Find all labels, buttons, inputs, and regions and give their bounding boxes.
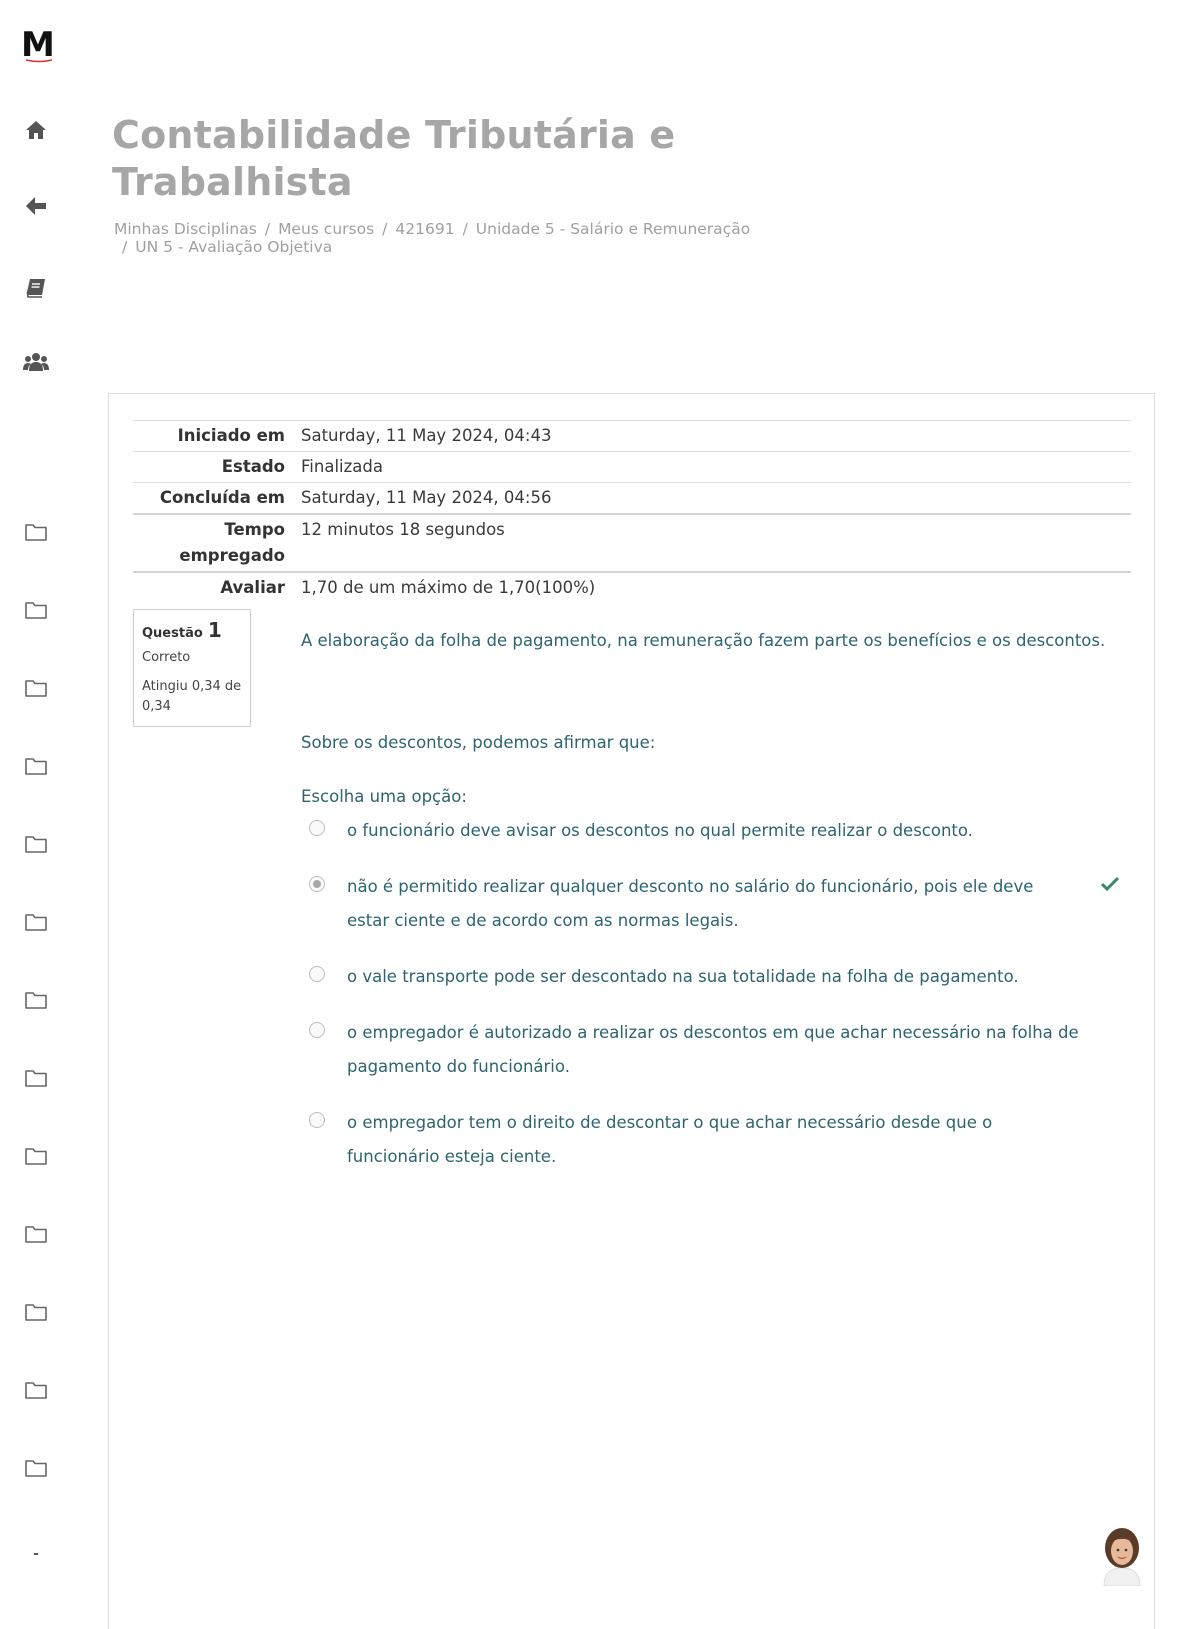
breadcrumb-item-unidade[interactable]: Unidade 5 - Salário e Remuneração [475,220,751,238]
answer-option[interactable] [309,1106,1119,1174]
folder-icon[interactable] [22,518,50,546]
arrow-left-icon[interactable] [22,192,50,220]
page-title: Contabilidade Tributária e Trabalhista [112,113,676,204]
answer-radio-selected[interactable] [309,876,325,892]
folder-icon[interactable] [22,830,50,858]
breadcrumb-item-course-id[interactable]: 421691 [395,220,455,238]
question-subtext: Sobre os descontos, podemos afirmar que: [301,733,656,752]
folder-icon[interactable] [22,1376,50,1404]
correct-check-icon [1101,876,1119,895]
folder-icon[interactable] [22,1298,50,1326]
summary-value: Finalizada [301,457,383,476]
breadcrumb-item-avaliacao[interactable]: UN 5 - Avaliação Objetiva [135,238,333,256]
answer-radio[interactable] [309,1022,325,1038]
home-icon[interactable] [22,116,50,144]
summary-label: Tempo empregado [179,520,285,565]
answer-radio[interactable] [309,1112,325,1128]
answer-option[interactable] [309,870,1119,938]
answer-radio[interactable] [309,820,325,836]
answer-option[interactable] [309,960,1119,994]
breadcrumb: Minhas Disciplinas / Meus cursos / 421691 / Unidade 5 - Salário e Remuneração / UN 5 - Avaliação Objetiva [114,220,751,256]
assistant-avatar-icon[interactable] [1098,1524,1146,1586]
answer-option[interactable] [309,814,1119,848]
svg-text:M: M [21,26,55,64]
question-info-box [133,609,251,727]
summary-label: Avaliar [220,578,285,597]
summary-label: Iniciado em [177,426,285,445]
answer-prompt: Escolha uma opção: [301,787,467,806]
question-number: 1 [207,618,222,642]
folder-icon[interactable] [22,986,50,1014]
answer-radio[interactable] [309,966,325,982]
book-icon[interactable] [22,274,50,302]
answer-label[interactable]: o empregador é autorizado a realizar os descontos em que achar necessário na folha de pagamento do funcionário. [347,1023,1079,1076]
summary-row [133,572,1131,603]
question-state: Correto [142,650,191,665]
summary-label: Estado [221,457,285,476]
summary-value: Saturday, 11 May 2024, 04:43 [301,426,552,445]
summary-row [133,483,1131,515]
folder-icon[interactable] [22,1454,50,1482]
answer-label[interactable]: o funcionário deve avisar os descontos no qual permite realizar o desconto. [347,821,973,840]
collapse-sidebar-button[interactable]: - [33,1546,39,1562]
question-number-label: Questão [142,626,203,641]
summary-value: 1,70 de um máximo de 1,70(100%) [301,578,596,597]
question-text: A elaboração da folha de pagamento, na remuneração fazem parte os benefícios e os descontos. [301,631,1106,650]
question-grade: Atingiu 0,34 de 0,34 [142,679,242,714]
summary-value: Saturday, 11 May 2024, 04:56 [301,488,552,507]
summary-value: 12 minutos 18 segundos [301,520,505,539]
folder-icon[interactable] [22,596,50,624]
folder-icon[interactable] [22,1220,50,1248]
sidebar [0,0,74,1629]
folder-icon[interactable] [22,674,50,702]
app-logo[interactable] [20,26,58,64]
folder-icon[interactable] [22,752,50,780]
breadcrumb-item-cursos[interactable]: Meus cursos [278,220,375,238]
summary-row [133,421,1131,452]
breadcrumb-item-disciplinas[interactable]: Minhas Disciplinas [114,220,257,238]
folder-icon[interactable] [22,1142,50,1170]
answer-option[interactable] [309,1016,1119,1084]
summary-row [133,452,1131,483]
answer-label[interactable]: o empregador tem o direito de descontar o que achar necessário desde que o funcionário esteja ciente. [347,1113,993,1166]
answer-label[interactable]: o vale transporte pode ser descontado na sua totalidade na folha de pagamento. [347,967,1019,986]
summary-label: Concluída em [159,488,285,507]
users-icon[interactable] [22,348,50,376]
folder-icon[interactable] [22,1064,50,1092]
folder-icon[interactable] [22,908,50,936]
summary-row [133,514,1131,572]
answer-label[interactable]: não é permitido realizar qualquer desconto no salário do funcionário, pois ele deve estar ciente e de acordo com as normas legais. [347,877,1034,930]
quiz-review-card [108,393,1155,1629]
attempt-summary-table [133,420,1131,603]
